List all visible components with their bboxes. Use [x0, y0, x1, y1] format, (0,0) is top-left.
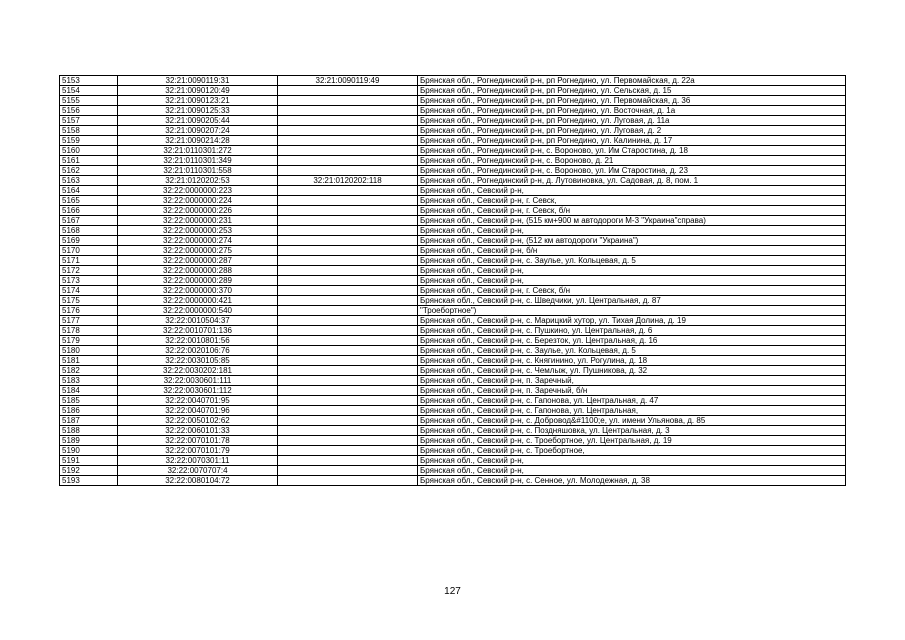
cadastral-number-cell: 32:22:0000000:275 [118, 246, 278, 256]
table-row [60, 116, 846, 126]
address-cell: Брянская обл., Севский р-н, [418, 456, 846, 466]
address-cell: Брянская обл., Севский р-н, с. Троебортное, ул. Центральная, д. 19 [418, 436, 846, 446]
address-cell: Брянская обл., Севский р-н, с. Заулье, ул. Кольцевая, д. 5 [418, 256, 846, 266]
previous-cadastral-number-cell [278, 376, 418, 386]
table-row [60, 476, 846, 486]
cadastral-number-cell: 32:21:0090205:44 [118, 116, 278, 126]
address-cell: Брянская обл., Севский р-н, с. Пушкино, ул. Центральная, д. 6 [418, 326, 846, 336]
cadastral-number-cell: 32:21:0110301:272 [118, 146, 278, 156]
cadastral-number-cell: 32:22:0000000:287 [118, 256, 278, 266]
row-number-cell: 5167 [60, 216, 118, 226]
cadastral-number-cell: 32:22:0000000:370 [118, 286, 278, 296]
row-number-cell: 5160 [60, 146, 118, 156]
table-row [60, 216, 846, 226]
row-number-cell: 5187 [60, 416, 118, 426]
table-row [60, 246, 846, 256]
previous-cadastral-number-cell [278, 366, 418, 376]
row-number-cell: 5164 [60, 186, 118, 196]
table-row [60, 396, 846, 406]
address-cell: Брянская обл., Рогнединский р-н, с. Вороново, д. 21 [418, 156, 846, 166]
cadastral-number-cell: 32:22:0000000:421 [118, 296, 278, 306]
table-row [60, 436, 846, 446]
registry-table [59, 75, 846, 486]
previous-cadastral-number-cell [278, 106, 418, 116]
cadastral-number-cell: 32:22:0030601:111 [118, 376, 278, 386]
cadastral-number-cell: 32:22:0010504:37 [118, 316, 278, 326]
previous-cadastral-number-cell [278, 306, 418, 316]
table-row [60, 136, 846, 146]
row-number-cell: 5191 [60, 456, 118, 466]
address-cell: Брянская обл., Севский р-н, с. Добровод&#1100;е, ул. имени Ульянова, д. 85 [418, 416, 846, 426]
table-row [60, 236, 846, 246]
address-cell: Брянская обл., Севский р-н, с. Чемлыж, ул. Пушникова, д. 32 [418, 366, 846, 376]
cadastral-number-cell: 32:22:0050102:62 [118, 416, 278, 426]
address-cell: Брянская обл., Севский р-н, п. Заречный, б/н [418, 386, 846, 396]
previous-cadastral-number-cell [278, 146, 418, 156]
table-row [60, 386, 846, 396]
address-cell: Брянская обл., Рогнединский р-н, д. Лутовиновка, ул. Садовая, д. 8, пом. 1 [418, 176, 846, 186]
row-number-cell: 5153 [60, 76, 118, 86]
address-cell: Брянская обл., Рогнединский р-н, с. Вороново, ул. Им Старостина, д. 18 [418, 146, 846, 156]
address-cell: Брянская обл., Севский р-н, (515 км+900 м автодороги М-3 "Украина"справа) [418, 216, 846, 226]
cadastral-number-cell: 32:22:0010701:136 [118, 326, 278, 336]
table-row [60, 286, 846, 296]
row-number-cell: 5178 [60, 326, 118, 336]
table-row [60, 186, 846, 196]
table-row [60, 86, 846, 96]
address-cell: Брянская обл., Севский р-н, с. Заулье, ул. Кольцевая, д. 5 [418, 346, 846, 356]
previous-cadastral-number-cell [278, 126, 418, 136]
address-cell: Брянская обл., Рогнединский р-н, с. Вороново, ул. Им Старостина, д. 23 [418, 166, 846, 176]
previous-cadastral-number-cell [278, 346, 418, 356]
address-cell: Брянская обл., Севский р-н, б/н [418, 246, 846, 256]
previous-cadastral-number-cell [278, 456, 418, 466]
row-number-cell: 5193 [60, 476, 118, 486]
row-number-cell: 5157 [60, 116, 118, 126]
row-number-cell: 5188 [60, 426, 118, 436]
previous-cadastral-number-cell: 32:21:0090119:49 [278, 76, 418, 86]
table-row [60, 156, 846, 166]
address-cell: Брянская обл., Севский р-н, с. Троебортное, [418, 446, 846, 456]
previous-cadastral-number-cell [278, 396, 418, 406]
address-cell: Брянская обл., Рогнединский р-н, рп Рогнедино, ул. Сельская, д. 15 [418, 86, 846, 96]
table-row [60, 456, 846, 466]
table-row [60, 126, 846, 136]
previous-cadastral-number-cell [278, 116, 418, 126]
address-cell: Брянская обл., Севский р-н, г. Севск, [418, 196, 846, 206]
cadastral-number-cell: 32:22:0030601:112 [118, 386, 278, 396]
cadastral-number-cell: 32:21:0110301:349 [118, 156, 278, 166]
cadastral-number-cell: 32:22:0000000:289 [118, 276, 278, 286]
address-cell: Брянская обл., Севский р-н, с. Гапонова, ул. Центральная, [418, 406, 846, 416]
address-cell: Брянская обл., Рогнединский р-н, рп Рогнедино, ул. Луговая, д. 11а [418, 116, 846, 126]
table-row [60, 146, 846, 156]
address-cell: Брянская обл., Севский р-н, г. Севск, б/н [418, 286, 846, 296]
row-number-cell: 5174 [60, 286, 118, 296]
row-number-cell: 5172 [60, 266, 118, 276]
row-number-cell: 5168 [60, 226, 118, 236]
previous-cadastral-number-cell [278, 316, 418, 326]
row-number-cell: 5185 [60, 396, 118, 406]
address-cell: Брянская обл., Севский р-н, п. Заречный, [418, 376, 846, 386]
table-row [60, 416, 846, 426]
address-cell: Брянская обл., Севский р-н, с. Гапонова, ул. Центральная, д. 47 [418, 396, 846, 406]
cadastral-number-cell: 32:22:0040701:96 [118, 406, 278, 416]
row-number-cell: 5161 [60, 156, 118, 166]
previous-cadastral-number-cell [278, 416, 418, 426]
cadastral-number-cell: 32:21:0090120:49 [118, 86, 278, 96]
address-cell: Брянская обл., Севский р-н, с. Сенное, ул. Молодежная, д. 38 [418, 476, 846, 486]
cadastral-number-cell: 32:22:0070101:78 [118, 436, 278, 446]
previous-cadastral-number-cell [278, 216, 418, 226]
row-number-cell: 5177 [60, 316, 118, 326]
cadastral-number-cell: 32:22:0070101:79 [118, 446, 278, 456]
previous-cadastral-number-cell [278, 336, 418, 346]
row-number-cell: 5169 [60, 236, 118, 246]
previous-cadastral-number-cell [278, 356, 418, 366]
registry-table-body [60, 76, 846, 486]
table-row [60, 176, 846, 186]
cadastral-number-cell: 32:21:0090214:28 [118, 136, 278, 146]
row-number-cell: 5192 [60, 466, 118, 476]
cadastral-number-cell: 32:22:0040701:95 [118, 396, 278, 406]
table-row [60, 426, 846, 436]
table-row [60, 306, 846, 316]
cadastral-number-cell: 32:22:0080104:72 [118, 476, 278, 486]
table-row [60, 96, 846, 106]
table-row [60, 356, 846, 366]
cadastral-number-cell: 32:21:0120202:53 [118, 176, 278, 186]
previous-cadastral-number-cell [278, 296, 418, 306]
row-number-cell: 5176 [60, 306, 118, 316]
table-row [60, 106, 846, 116]
table-row [60, 366, 846, 376]
address-cell: Брянская обл., Севский р-н, с. Поздняшовка, ул. Центральная, д. 3 [418, 426, 846, 436]
previous-cadastral-number-cell [278, 136, 418, 146]
address-cell: "Троебортное") [418, 306, 846, 316]
table-row [60, 346, 846, 356]
row-number-cell: 5158 [60, 126, 118, 136]
row-number-cell: 5189 [60, 436, 118, 446]
address-cell: Брянская обл., Севский р-н, [418, 276, 846, 286]
previous-cadastral-number-cell [278, 476, 418, 486]
row-number-cell: 5175 [60, 296, 118, 306]
previous-cadastral-number-cell [278, 286, 418, 296]
address-cell: Брянская обл., Севский р-н, с. Марицкий хутор, ул. Тихая Долина, д. 19 [418, 316, 846, 326]
previous-cadastral-number-cell [278, 466, 418, 476]
previous-cadastral-number-cell [278, 206, 418, 216]
table-row [60, 266, 846, 276]
cadastral-number-cell: 32:22:0070707:4 [118, 466, 278, 476]
table-row [60, 76, 846, 86]
previous-cadastral-number-cell [278, 446, 418, 456]
cadastral-number-cell: 32:21:0090119:31 [118, 76, 278, 86]
row-number-cell: 5182 [60, 366, 118, 376]
previous-cadastral-number-cell [278, 166, 418, 176]
table-row [60, 166, 846, 176]
row-number-cell: 5165 [60, 196, 118, 206]
previous-cadastral-number-cell [278, 276, 418, 286]
table-row [60, 336, 846, 346]
table-row [60, 256, 846, 266]
previous-cadastral-number-cell [278, 326, 418, 336]
previous-cadastral-number-cell [278, 426, 418, 436]
row-number-cell: 5154 [60, 86, 118, 96]
previous-cadastral-number-cell [278, 436, 418, 446]
cadastral-number-cell: 32:22:0030105:85 [118, 356, 278, 366]
cadastral-number-cell: 32:21:0090207:24 [118, 126, 278, 136]
cadastral-number-cell: 32:22:0010801:56 [118, 336, 278, 346]
address-cell: Брянская обл., Рогнединский р-н, рп Рогнедино, ул. Первомайская, д. 22а [418, 76, 846, 86]
previous-cadastral-number-cell [278, 226, 418, 236]
previous-cadastral-number-cell [278, 266, 418, 276]
address-cell: Брянская обл., Рогнединский р-н, рп Рогнедино, ул. Луговая, д. 2 [418, 126, 846, 136]
table-row [60, 406, 846, 416]
cadastral-number-cell: 32:22:0000000:540 [118, 306, 278, 316]
cadastral-number-cell: 32:22:0000000:223 [118, 186, 278, 196]
row-number-cell: 5171 [60, 256, 118, 266]
address-cell: Брянская обл., Севский р-н, [418, 226, 846, 236]
row-number-cell: 5155 [60, 96, 118, 106]
cadastral-number-cell: 32:21:0110301:558 [118, 166, 278, 176]
cadastral-number-cell: 32:22:0000000:231 [118, 216, 278, 226]
address-cell: Брянская обл., Севский р-н, [418, 466, 846, 476]
previous-cadastral-number-cell [278, 186, 418, 196]
previous-cadastral-number-cell [278, 86, 418, 96]
row-number-cell: 5156 [60, 106, 118, 116]
address-cell: Брянская обл., Рогнединский р-н, рп Рогнедино, ул. Первомайская, д. 36 [418, 96, 846, 106]
cadastral-number-cell: 32:22:0060101:33 [118, 426, 278, 436]
cadastral-number-cell: 32:22:0000000:274 [118, 236, 278, 246]
table-row [60, 276, 846, 286]
row-number-cell: 5183 [60, 376, 118, 386]
row-number-cell: 5166 [60, 206, 118, 216]
table-row [60, 206, 846, 216]
address-cell: Брянская обл., Севский р-н, с. Березток, ул. Центральная, д. 16 [418, 336, 846, 346]
address-cell: Брянская обл., Рогнединский р-н, рп Рогнедино, ул. Восточная, д. 1а [418, 106, 846, 116]
previous-cadastral-number-cell: 32:21:0120202:118 [278, 176, 418, 186]
address-cell: Брянская обл., Севский р-н, с. Шведчики, ул. Центральная, д. 87 [418, 296, 846, 306]
cadastral-number-cell: 32:22:0000000:224 [118, 196, 278, 206]
previous-cadastral-number-cell [278, 156, 418, 166]
row-number-cell: 5184 [60, 386, 118, 396]
row-number-cell: 5162 [60, 166, 118, 176]
address-cell: Брянская обл., Севский р-н, [418, 266, 846, 276]
row-number-cell: 5163 [60, 176, 118, 186]
row-number-cell: 5180 [60, 346, 118, 356]
row-number-cell: 5159 [60, 136, 118, 146]
row-number-cell: 5170 [60, 246, 118, 256]
cadastral-number-cell: 32:22:0030202:181 [118, 366, 278, 376]
table-row [60, 376, 846, 386]
previous-cadastral-number-cell [278, 406, 418, 416]
address-cell: Брянская обл., Рогнединский р-н, рп Рогнедино, ул. Калинина, д. 17 [418, 136, 846, 146]
table-row [60, 446, 846, 456]
previous-cadastral-number-cell [278, 256, 418, 266]
row-number-cell: 5173 [60, 276, 118, 286]
table-row [60, 296, 846, 306]
address-cell: Брянская обл., Севский р-н, (512 км автодороги "Украина") [418, 236, 846, 246]
address-cell: Брянская обл., Севский р-н, [418, 186, 846, 196]
cadastral-number-cell: 32:22:0000000:226 [118, 206, 278, 216]
cadastral-number-cell: 32:21:0090123:21 [118, 96, 278, 106]
previous-cadastral-number-cell [278, 246, 418, 256]
table-row [60, 196, 846, 206]
row-number-cell: 5190 [60, 446, 118, 456]
table-row [60, 326, 846, 336]
address-cell: Брянская обл., Севский р-н, с. Княгинино, ул. Рогулина, д. 18 [418, 356, 846, 366]
previous-cadastral-number-cell [278, 96, 418, 106]
address-cell: Брянская обл., Севский р-н, г. Севск, б/н [418, 206, 846, 216]
table-row [60, 316, 846, 326]
cadastral-number-cell: 32:22:0000000:253 [118, 226, 278, 236]
cadastral-number-cell: 32:22:0000000:288 [118, 266, 278, 276]
previous-cadastral-number-cell [278, 196, 418, 206]
table-row [60, 226, 846, 236]
row-number-cell: 5179 [60, 336, 118, 346]
cadastral-number-cell: 32:21:0090125:33 [118, 106, 278, 116]
page-number: 127 [444, 586, 461, 597]
cadastral-number-cell: 32:22:0070301:11 [118, 456, 278, 466]
row-number-cell: 5186 [60, 406, 118, 416]
cadastral-number-cell: 32:22:0020106:76 [118, 346, 278, 356]
row-number-cell: 5181 [60, 356, 118, 366]
previous-cadastral-number-cell [278, 386, 418, 396]
previous-cadastral-number-cell [278, 236, 418, 246]
table-row [60, 466, 846, 476]
